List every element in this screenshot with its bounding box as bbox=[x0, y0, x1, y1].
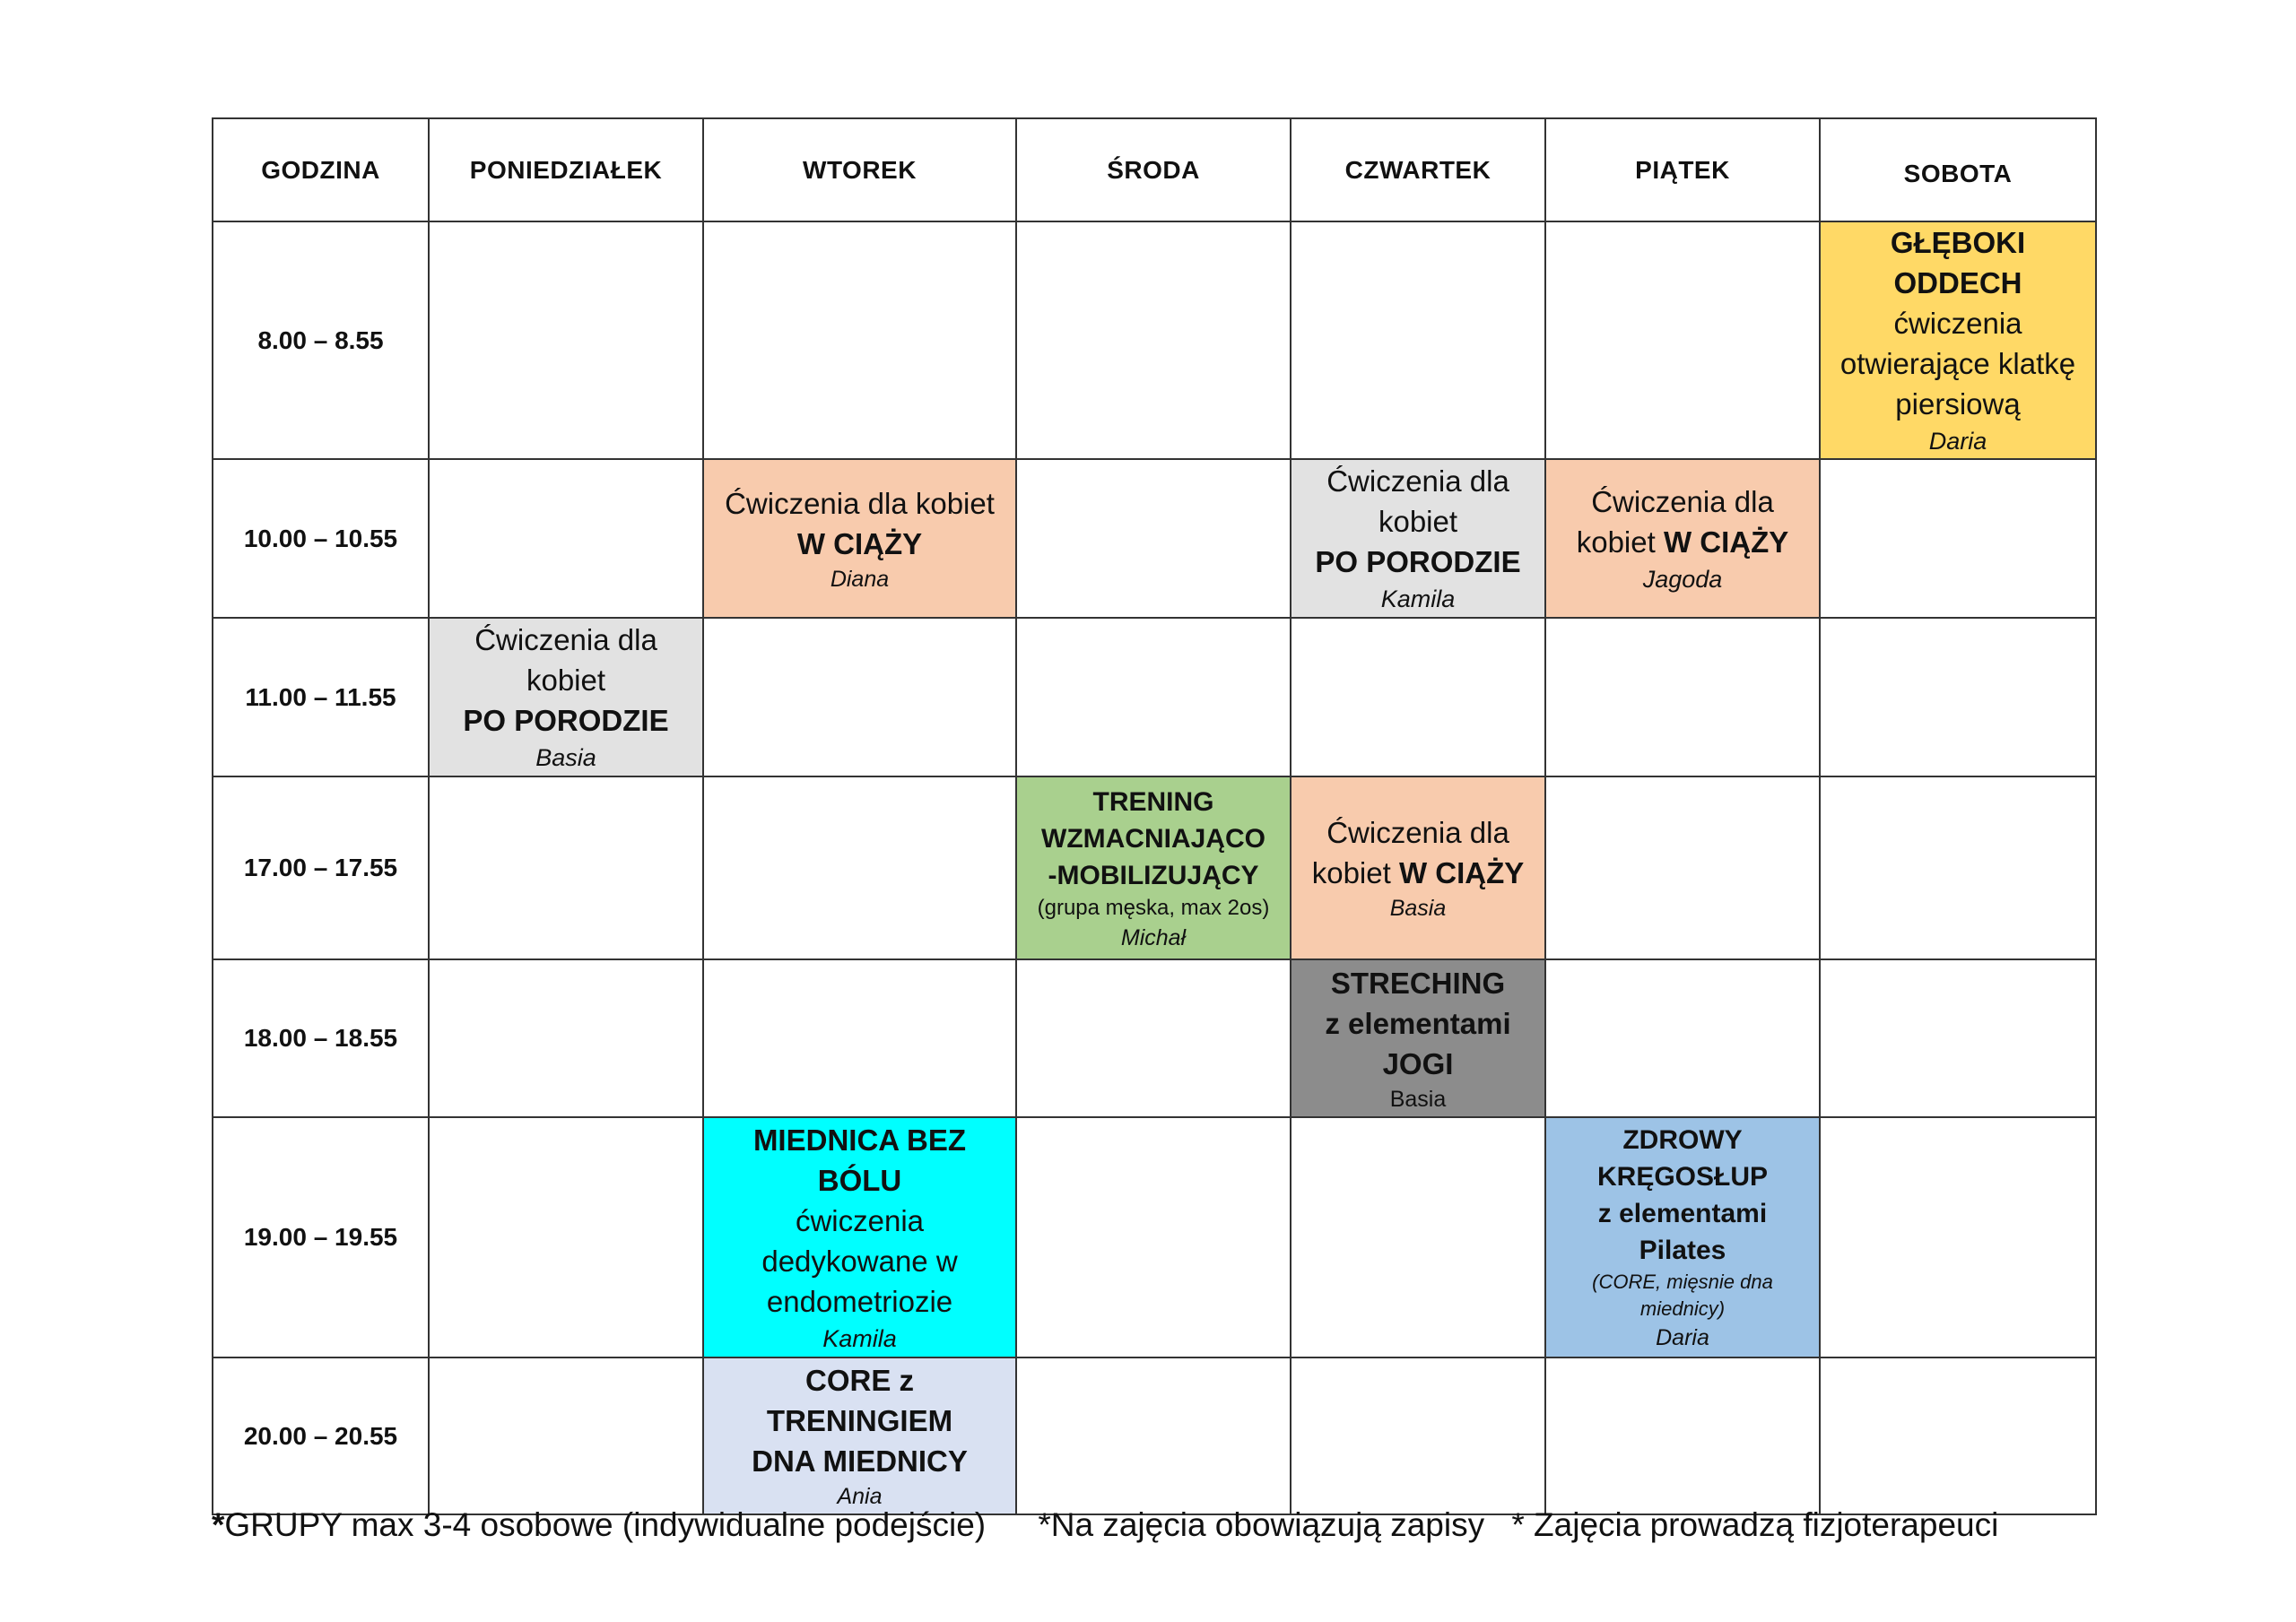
class-title: PO PORODZIE bbox=[463, 704, 669, 737]
empty-cell bbox=[429, 1357, 703, 1514]
class-description: piersiową bbox=[1895, 387, 2021, 421]
class-instructor: Daria bbox=[1656, 1325, 1709, 1350]
class-instructor: Kamila bbox=[1380, 585, 1456, 612]
hour-cell: 8.00 – 8.55 bbox=[213, 221, 429, 459]
class-description: dedykowane w bbox=[761, 1244, 958, 1278]
empty-cell bbox=[1016, 618, 1291, 776]
header-day-monday: PONIEDZIAŁEK bbox=[429, 118, 703, 221]
class-tuesday-20 bbox=[703, 1357, 1016, 1514]
empty-cell bbox=[429, 221, 703, 459]
empty-cell bbox=[429, 1117, 703, 1357]
empty-cell bbox=[1016, 459, 1291, 618]
class-description: Ćwiczenia dla kobiet bbox=[725, 486, 995, 520]
class-description: Ćwiczenia dla bbox=[1326, 816, 1509, 849]
empty-cell bbox=[1820, 1117, 2096, 1357]
hour-cell: 10.00 – 10.55 bbox=[213, 459, 429, 618]
empty-cell bbox=[1016, 1117, 1291, 1357]
class-title: CORE z TRENINGIEM bbox=[766, 1364, 953, 1437]
footer-notes bbox=[212, 1506, 2095, 1544]
class-instructor: Daria bbox=[1928, 428, 1987, 455]
class-description: ćwiczenia bbox=[795, 1203, 925, 1237]
header-hour: GODZINA bbox=[213, 118, 429, 221]
empty-cell bbox=[1016, 1357, 1291, 1514]
hour-cell: 11.00 – 11.55 bbox=[213, 618, 429, 776]
class-instructor: Basia bbox=[1389, 896, 1447, 921]
empty-cell bbox=[1820, 776, 2096, 959]
header-day-wednesday: ŚRODA bbox=[1016, 118, 1291, 221]
class-description: kobiet bbox=[526, 664, 606, 697]
class-title: ZDROWY bbox=[1622, 1125, 1743, 1155]
schedule-table bbox=[212, 117, 2097, 1515]
class-title: Pilates bbox=[1639, 1236, 1726, 1265]
empty-cell bbox=[703, 959, 1016, 1117]
class-friday-10 bbox=[1545, 459, 1820, 618]
class-description: otwierające klatkę bbox=[1839, 347, 2076, 380]
class-thursday-18 bbox=[1291, 959, 1545, 1117]
row-11 bbox=[213, 618, 2096, 776]
class-wednesday-17 bbox=[1016, 776, 1291, 959]
empty-cell bbox=[429, 959, 703, 1117]
class-title: MIEDNICA BEZ bbox=[752, 1123, 967, 1157]
empty-cell bbox=[1545, 1357, 1820, 1514]
class-description: Ćwiczenia dla bbox=[474, 623, 657, 656]
class-instructor: Basia bbox=[1389, 1086, 1447, 1112]
header-day-thursday: CZWARTEK bbox=[1291, 118, 1545, 221]
class-description: Ćwiczenia dla bbox=[1591, 484, 1774, 518]
empty-cell bbox=[1016, 221, 1291, 459]
class-title: z elementami bbox=[1325, 1006, 1511, 1040]
row-20 bbox=[213, 1357, 2096, 1514]
row-10 bbox=[213, 459, 2096, 618]
footer-note-groups-text: GRUPY max 3-4 osobowe (indywidualne podejście) bbox=[224, 1506, 987, 1543]
class-instructor: Michał bbox=[1120, 924, 1187, 950]
footer-note-registration: *Na zajęcia obowiązują zapisy bbox=[1038, 1506, 1485, 1543]
class-thursday-17 bbox=[1291, 776, 1545, 959]
class-note: (grupa męska, max 2os) bbox=[1037, 895, 1270, 920]
footer-note-groups bbox=[212, 1506, 986, 1544]
footer-star: * bbox=[212, 1506, 225, 1543]
class-title: KRĘGOSŁUP bbox=[1596, 1162, 1769, 1192]
header-day-saturday: SOBOTA bbox=[1820, 118, 2096, 221]
class-instructor: Kamila bbox=[822, 1324, 897, 1352]
header-day-friday: PIĄTEK bbox=[1545, 118, 1820, 221]
footer-note-physiotherapists: * Zajęcia prowadzą fizjoterapeuci bbox=[1511, 1506, 1999, 1543]
empty-cell bbox=[1820, 618, 2096, 776]
class-saturday-8 bbox=[1820, 221, 2096, 459]
class-title: BÓLU bbox=[817, 1163, 902, 1197]
class-title: -MOBILIZUJĄCY bbox=[1048, 860, 1259, 890]
class-title: TRENING bbox=[1092, 786, 1214, 817]
class-description: ćwiczenia bbox=[1893, 307, 2022, 340]
class-description: kobiet bbox=[1576, 525, 1656, 559]
class-title: DNA MIEDNICY bbox=[752, 1444, 968, 1478]
empty-cell bbox=[703, 618, 1016, 776]
row-8 bbox=[213, 221, 2096, 459]
class-note: miednicy) bbox=[1639, 1297, 1726, 1320]
class-tuesday-10 bbox=[703, 459, 1016, 618]
empty-cell bbox=[703, 776, 1016, 959]
class-instructor: Jagoda bbox=[1642, 565, 1723, 593]
empty-cell bbox=[1291, 1357, 1545, 1514]
class-title: W CIĄŻY bbox=[1398, 856, 1525, 889]
empty-cell bbox=[1016, 959, 1291, 1117]
empty-cell bbox=[1545, 776, 1820, 959]
class-title: z elementami bbox=[1597, 1199, 1768, 1228]
empty-cell bbox=[1291, 221, 1545, 459]
class-tuesday-19 bbox=[703, 1117, 1016, 1357]
class-title: PO PORODZIE bbox=[1315, 545, 1521, 578]
row-18 bbox=[213, 959, 2096, 1117]
empty-cell bbox=[1291, 1117, 1545, 1357]
header-day-tuesday: WTOREK bbox=[703, 118, 1016, 221]
empty-cell bbox=[1820, 959, 2096, 1117]
class-note: (CORE, mięsnie dna bbox=[1592, 1271, 1773, 1293]
class-title: W CIĄŻY bbox=[1663, 525, 1789, 559]
empty-cell bbox=[1291, 618, 1545, 776]
empty-cell bbox=[1545, 618, 1820, 776]
empty-cell bbox=[1820, 1357, 2096, 1514]
hour-cell: 18.00 – 18.55 bbox=[213, 959, 429, 1117]
class-title: W CIĄŻY bbox=[796, 526, 923, 560]
class-description: endometriozie bbox=[766, 1284, 953, 1318]
class-instructor: Ania bbox=[837, 1484, 883, 1509]
class-description: Ćwiczenia dla bbox=[1326, 464, 1509, 498]
class-thursday-10 bbox=[1291, 459, 1545, 618]
class-friday-19 bbox=[1545, 1117, 1820, 1357]
empty-cell bbox=[1545, 959, 1820, 1117]
class-title: WZMACNIAJĄCO bbox=[1041, 823, 1265, 854]
row-19 bbox=[213, 1117, 2096, 1357]
empty-cell bbox=[1820, 459, 2096, 618]
empty-cell bbox=[429, 776, 703, 959]
empty-cell bbox=[703, 221, 1016, 459]
class-description: kobiet bbox=[1378, 505, 1458, 538]
header-row bbox=[213, 118, 2096, 221]
class-title: STRECHING bbox=[1330, 966, 1506, 1000]
hour-cell: 19.00 – 19.55 bbox=[213, 1117, 429, 1357]
hour-cell: 20.00 – 20.55 bbox=[213, 1357, 429, 1514]
class-instructor: Basia bbox=[535, 744, 596, 771]
class-monday-11 bbox=[429, 618, 703, 776]
hour-cell: 17.00 – 17.55 bbox=[213, 776, 429, 959]
class-description: kobiet bbox=[1311, 856, 1391, 889]
class-title: JOGI bbox=[1382, 1046, 1454, 1080]
row-17 bbox=[213, 776, 2096, 959]
empty-cell bbox=[429, 459, 703, 618]
class-instructor: Diana bbox=[830, 566, 890, 592]
empty-cell bbox=[1545, 221, 1820, 459]
class-title: GŁĘBOKI ODDECH bbox=[1890, 226, 2026, 299]
